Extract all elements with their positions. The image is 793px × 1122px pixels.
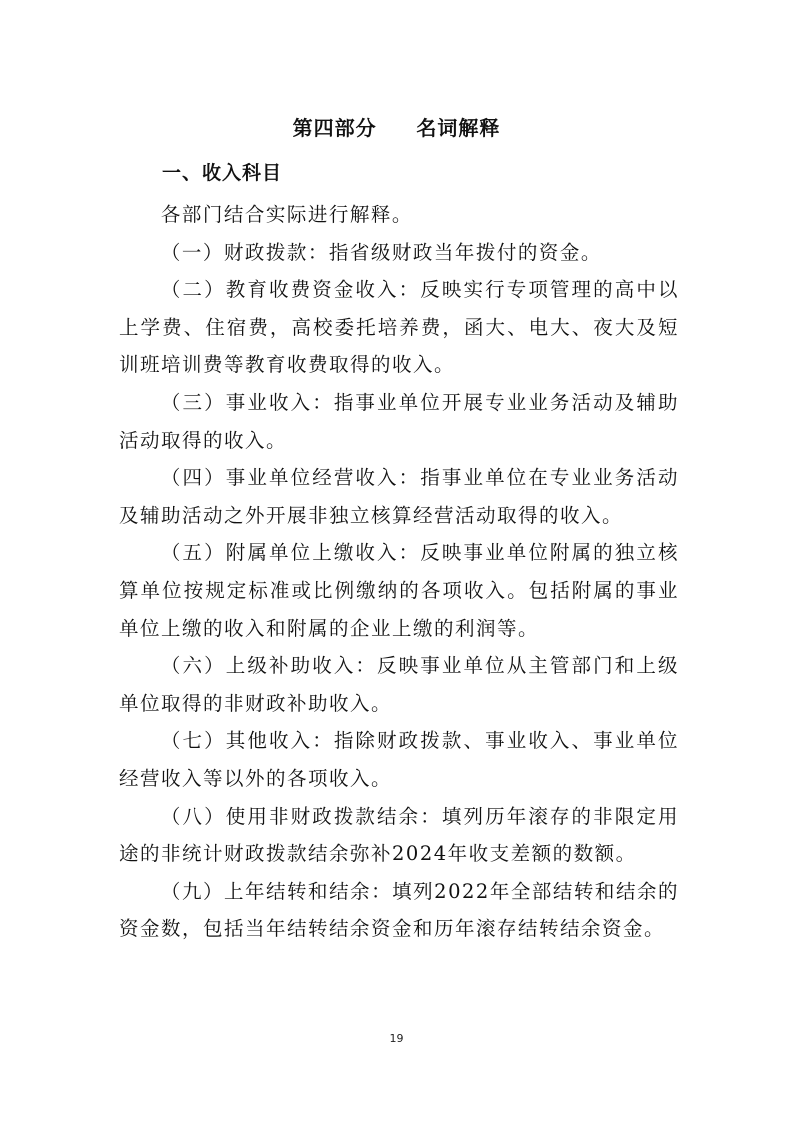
paragraph-item-4: （四）事业单位经营收入：指事业单位在专业业务活动及辅助活动之外开展非独立核算经营活动取得的收入。 [119,466,679,527]
paragraph-item-7: （七）其他收入：指除财政拨款、事业收入、事业单位经营收入等以外的各项收入。 [119,729,679,790]
paragraph-item-3: （三）事业收入：指事业单位开展专业业务活动及辅助活动取得的收入。 [119,390,679,452]
paragraph-item-5: （五）附属单位上缴收入：反映事业单位附属的独立核算单位按规定标准或比例缴纳的各项收入。包括附属的事业单位上缴的收入和附属的企业上缴的利润等。 [119,541,679,640]
paragraph-item-2: （二）教育收费资金收入：反映实行专项管理的高中以上学费、住宿费，高校委托培养费，函大、电大、夜大及短训班培训费等教育收费取得的收入。 [119,278,679,377]
section-heading: 一、收入科目 [162,162,283,184]
page-title: 第四部分 名词解释 [292,116,501,140]
paragraph-item-1: （一）财政拨款：指省级财政当年拨付的资金。 [160,240,602,264]
page-number: 19 [389,1032,404,1045]
paragraph-item-6: （六）上级补助收入：反映事业单位从主管部门和上级单位取得的非财政补助收入。 [119,654,679,715]
body-text [119,196,679,948]
paragraph-item-8: （八）使用非财政拨款结余：填列历年滚存的非限定用途的非统计财政拨款结余弥补2024年收支差额的数额。 [119,804,679,866]
paragraph-item-9: （九）上年结转和结余：填列2022年全部结转和结余的资金数，包括当年结转结余资金和历年滚存结转结余资金。 [119,879,679,941]
paragraph-intro: 各部门结合实际进行解释。 [160,203,413,226]
